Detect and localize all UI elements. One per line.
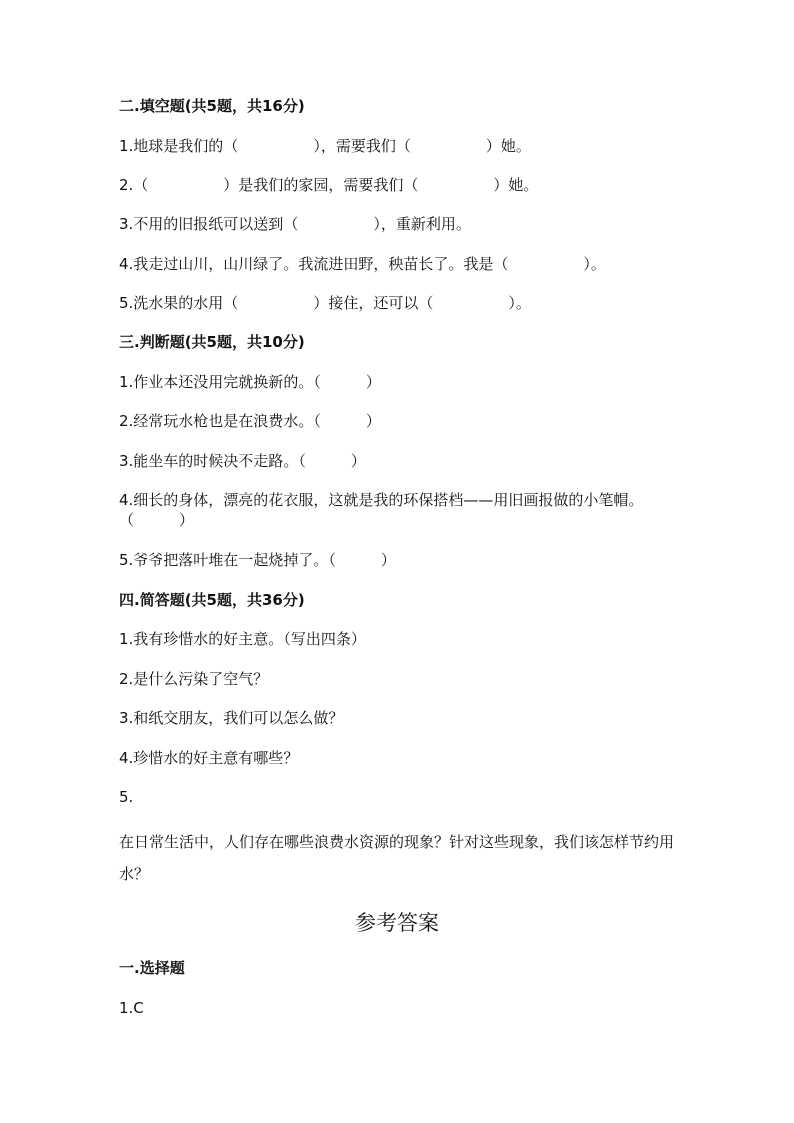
short-answer-question-5-text: 在日常生活中，人们存在哪些浪费水资源的现象？针对这些现象，我们该怎样节约用水？	[119, 833, 675, 883]
judge-question-2: 2.经常玩水枪也是在浪费水。（ ）	[119, 412, 381, 430]
fill-question-5: 5.洗水果的水用（ ）接住，还可以（ ）。	[119, 294, 531, 312]
judge-question-5: 5.爷爷把落叶堆在一起烧掉了。（ ）	[119, 551, 396, 569]
section-2-heading: 二.填空题(共5题，共16分)	[119, 97, 305, 115]
judge-question-1: 1.作业本还没用完就换新的。（ ）	[119, 373, 381, 391]
short-answer-question-2: 2.是什么污染了空气？	[119, 670, 269, 688]
judge-question-3: 3.能坐车的时候决不走路。（ ）	[119, 452, 366, 470]
judge-question-4: 4.细长的身体，漂亮的花衣服，这就是我的环保搭档——用旧画报做的小笔帽。（ ）	[119, 491, 644, 529]
fill-question-1: 1.地球是我们的（ ），需要我们（ ）她。	[119, 137, 531, 155]
answer-section-1-heading: 一.选择题	[119, 959, 185, 977]
answer-key-title: 参考答案	[355, 911, 439, 935]
short-answer-question-4: 4.珍惜水的好主意有哪些？	[119, 749, 299, 767]
section-3-heading: 三.判断题(共5题，共10分)	[119, 333, 305, 351]
fill-question-3: 3.不用的旧报纸可以送到（ ），重新利用。	[119, 215, 471, 233]
short-answer-question-5-number: 5.	[119, 788, 134, 806]
fill-question-4: 4.我走过山川，山川绿了。我流进田野，秧苗长了。我是（ ）。	[119, 255, 606, 273]
section-4-heading: 四.简答题(共5题，共36分)	[119, 591, 305, 609]
answer-1: 1.C	[119, 999, 144, 1017]
short-answer-question-3: 3.和纸交朋友，我们可以怎么做？	[119, 709, 344, 727]
short-answer-question-1: 1.我有珍惜水的好主意。（写出四条）	[119, 630, 366, 648]
fill-question-2: 2.（ ）是我们的家园，需要我们（ ）她。	[119, 176, 539, 194]
